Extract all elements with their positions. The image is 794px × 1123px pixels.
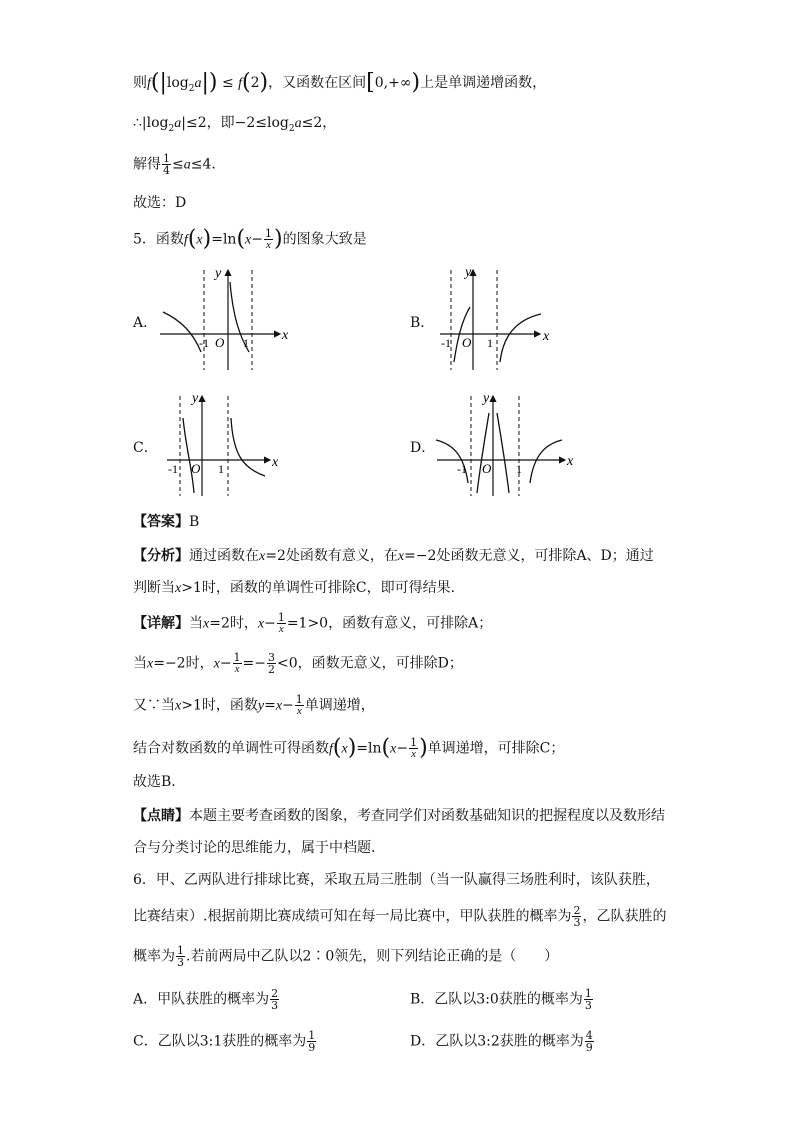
option-label-a: A． (133, 315, 158, 331)
text: 2 (288, 123, 295, 134)
text: x (196, 232, 203, 248)
tick-label: 1 (516, 462, 522, 476)
text: =ln (211, 231, 237, 248)
y-label: y (215, 266, 222, 281)
abs: | (181, 115, 186, 131)
text: ，乙队获胜的 (582, 908, 667, 925)
option-label-d: D． (410, 440, 436, 456)
denominator: x (234, 663, 240, 675)
tick-label: 1 (243, 336, 249, 350)
paren: |) (201, 70, 218, 95)
tick-label: -1 (168, 462, 178, 476)
numerator: 1 (277, 611, 285, 624)
detail-line-3: 又∵当x>1时，函数y=x− $\frac{1}{x}$ 单调递增， (133, 693, 375, 717)
text: =ln (356, 740, 382, 757)
numerator: 2 (271, 987, 279, 1000)
text: a (194, 76, 202, 91)
text: B．乙队以3:0获胜的概率为 (410, 991, 583, 1008)
origin-label: O (482, 461, 492, 476)
text: =−2时， (153, 655, 214, 672)
y-label: y (483, 391, 490, 406)
paren: ) (202, 226, 212, 252)
text: 概率为 (133, 948, 175, 965)
y-label: y (465, 265, 472, 280)
q5-stem: 5．函数f(x)=ln(x− $\frac{1}{x}$ )的图象大致是 (133, 226, 367, 252)
text: x (341, 741, 348, 757)
paren: ( (236, 226, 246, 252)
denominator: 3 (271, 999, 279, 1012)
detail-line-2: 当x=−2时，x− $\frac{1}{x}$ =− $\frac{3}{2}$ <0，函数无意义，可排除D； (133, 651, 463, 676)
fraction (409, 737, 418, 760)
text: log (166, 75, 189, 91)
numerator: 1 (295, 693, 303, 706)
text: = (264, 697, 276, 714)
fraction (295, 694, 304, 717)
analysis-line-1 (133, 546, 654, 567)
paren: ) (259, 70, 269, 95)
denominator: 9 (308, 1041, 316, 1054)
text: x (275, 698, 283, 714)
text: =− (242, 655, 267, 672)
text: 本题主要考查函数的图象，考查同学们对函数基础知识的把握程度以及数形结 (189, 808, 665, 824)
tick-label: -1 (441, 336, 451, 350)
curve (163, 312, 201, 352)
text: f (183, 232, 188, 248)
q6-line-2 (133, 905, 666, 928)
denominator: 3 (573, 916, 581, 929)
q6-line-3 (133, 945, 558, 968)
denominator: x (278, 623, 284, 635)
text: 解得 (133, 156, 161, 173)
text: A．甲队获胜的概率为 (133, 991, 270, 1008)
text: <0，函数无意义，可排除D； (277, 655, 463, 672)
text: D．乙队以3:2获胜的概率为 (410, 1033, 584, 1050)
fraction (264, 228, 273, 251)
text: 0,+∞ (374, 75, 412, 91)
graph-d (432, 388, 582, 498)
text: 通过函数在 (189, 548, 259, 564)
text: x (257, 616, 265, 632)
denominator: 3 (177, 956, 184, 969)
text: f (147, 76, 151, 91)
numerator: 1 (177, 944, 184, 957)
numerator: 4 (585, 1029, 593, 1042)
prev-line-3 (133, 153, 216, 176)
text: log (266, 115, 289, 131)
text: 的图象大致是 (282, 231, 367, 248)
text: ≤2， (301, 115, 337, 131)
text: a (294, 116, 302, 131)
text: .若前两局中乙队以2∶0领先，则下列结论正确的是（ ） (186, 948, 559, 965)
curve (500, 314, 541, 362)
paren: ( (332, 735, 342, 761)
origin-label: O (462, 335, 472, 350)
text: x (390, 741, 397, 757)
numerator: 1 (410, 736, 418, 749)
curve (183, 418, 194, 493)
curve (497, 413, 509, 493)
analysis-line-2 (133, 578, 455, 599)
fraction (584, 988, 593, 1011)
numerator: 1 (233, 651, 241, 664)
comment-line-2: 合与分类讨论的思维能力，属于中档题. (133, 840, 376, 856)
fraction (277, 612, 286, 635)
text: 当 (189, 615, 203, 632)
text: 2 (250, 75, 260, 91)
detail-line-1: 【详解】当x=2时，x− $\frac{1}{x}$ =1>0，函数有意义，可排除A； (133, 611, 493, 635)
text: 单调递增，可排除C； (427, 740, 565, 757)
text: 又∵当 (133, 697, 175, 714)
fraction (267, 652, 276, 675)
text: f (238, 76, 243, 91)
text: ≤ (172, 156, 184, 173)
x-label: x (282, 328, 289, 343)
graph-b (435, 262, 560, 372)
fraction (307, 1030, 316, 1053)
text: x (175, 698, 182, 714)
text: >1时，函数的单调性可排除C，即可得结果. (181, 580, 456, 596)
comment-tag: 【点睛】 (133, 808, 189, 824)
text: x (259, 549, 266, 564)
text: x (175, 581, 182, 596)
text: x (203, 616, 210, 632)
denominator: x (266, 239, 271, 251)
text: a (174, 116, 182, 131)
paren: (| (150, 70, 167, 95)
tick-label: 1 (218, 462, 224, 476)
prev-line-4: 故选：D (133, 195, 187, 211)
curve (530, 440, 562, 483)
text: a (183, 157, 191, 173)
tick-label: -1 (457, 462, 467, 476)
text: −2≤ (234, 115, 267, 131)
comment-line-1 (133, 806, 665, 826)
text: x (245, 232, 252, 248)
paren: ( (381, 735, 391, 761)
prev-line-2 (133, 113, 336, 139)
text: =2处函数有意义，在 (265, 548, 398, 564)
text: 当 (133, 655, 147, 672)
q6-line-1: 6．甲、乙两队进行排球比赛，采取五局三胜制（当一队赢得三场胜利时，该队获胜， (133, 872, 660, 888)
q6-option-b (410, 988, 594, 1011)
text: 2 (168, 123, 175, 134)
text: log (146, 115, 169, 131)
text: x (147, 656, 154, 672)
origin-label: O (215, 335, 225, 350)
text: x (397, 549, 405, 564)
curve (477, 413, 489, 493)
fraction (585, 1030, 594, 1053)
text: 单调递增， (304, 697, 375, 714)
detail-line-4: 结合对数函数的单调性可得函数f(x)=ln(x− $\frac{1}{x}$ )单调递增，可排除C； (133, 735, 565, 761)
text: ≤4. (190, 156, 216, 173)
paren: ) (419, 735, 428, 761)
option-label-c: C． (133, 440, 158, 456)
graph-a (155, 262, 300, 372)
answer-line (133, 512, 199, 532)
fraction (572, 905, 581, 928)
text: 则 (133, 75, 147, 91)
text: ≤ (221, 75, 234, 91)
text: ∴ (133, 115, 142, 131)
paren: ) (347, 735, 357, 761)
text: 上是单调递增函数， (420, 75, 547, 91)
x-label: x (567, 454, 574, 469)
q6-option-d (410, 1030, 595, 1053)
text: ，又函数在区间 (268, 75, 367, 91)
abs: | (141, 115, 147, 131)
denominator: 4 (163, 164, 170, 177)
fraction (162, 153, 171, 176)
text: C．乙队以3:1获胜的概率为 (133, 1033, 307, 1050)
detail-tag: 【详解】 (133, 615, 189, 632)
text: =1>0，函数有意义，可排除A； (286, 615, 493, 632)
text: 结合对数函数的单调性可得函数 (133, 740, 329, 757)
graph-c (162, 388, 287, 498)
denominator: 2 (268, 663, 276, 676)
denominator: x (296, 705, 302, 717)
q6-option-c (133, 1030, 317, 1053)
numerator: 1 (308, 1029, 316, 1042)
answer-tag: 【答案】 (133, 514, 189, 530)
fraction (233, 652, 242, 675)
tick-label: 1 (487, 336, 493, 350)
paren: ( (187, 226, 197, 252)
numerator: 1 (265, 227, 272, 240)
numerator: 3 (268, 651, 276, 664)
numerator: 1 (584, 987, 592, 1000)
denominator: x (411, 748, 417, 760)
tick-label: -1 (199, 336, 209, 350)
text: 2 (188, 83, 195, 94)
y-label: y (192, 391, 199, 406)
origin-label: O (191, 461, 201, 476)
x-label: x (272, 455, 279, 470)
numerator: 2 (573, 904, 581, 917)
text: =2时， (209, 615, 258, 632)
curve (231, 418, 265, 476)
denominator: 3 (584, 999, 592, 1012)
text: =−2处函数无意义，可排除A、D；通过 (404, 548, 654, 564)
detail-line-5: 故选B. (133, 774, 176, 790)
paren: ) (411, 70, 421, 95)
fraction (176, 945, 185, 968)
analysis-tag: 【分析】 (133, 548, 189, 564)
text: f (329, 741, 333, 757)
text: ≤2，即 (185, 115, 235, 131)
x-label: x (543, 329, 550, 344)
q6-option-a (133, 988, 280, 1011)
paren: ) (274, 226, 283, 252)
answer-text: B (189, 514, 200, 530)
text: 5．函数 (133, 231, 184, 248)
text: 判断当 (133, 580, 175, 596)
paren: ( (242, 70, 251, 95)
numerator: 1 (163, 152, 170, 165)
paren: [ (366, 70, 375, 95)
text: 比赛结束）.根据前期比赛成绩可知在每一局比赛中，甲队获胜的概率为 (133, 908, 572, 925)
text: y (257, 698, 265, 714)
fraction (270, 988, 279, 1011)
option-label-b: B． (410, 315, 435, 331)
denominator: 9 (585, 1041, 593, 1054)
text: x (213, 656, 220, 672)
text: >1时，函数 (181, 697, 258, 714)
prev-line-1 (133, 70, 547, 99)
